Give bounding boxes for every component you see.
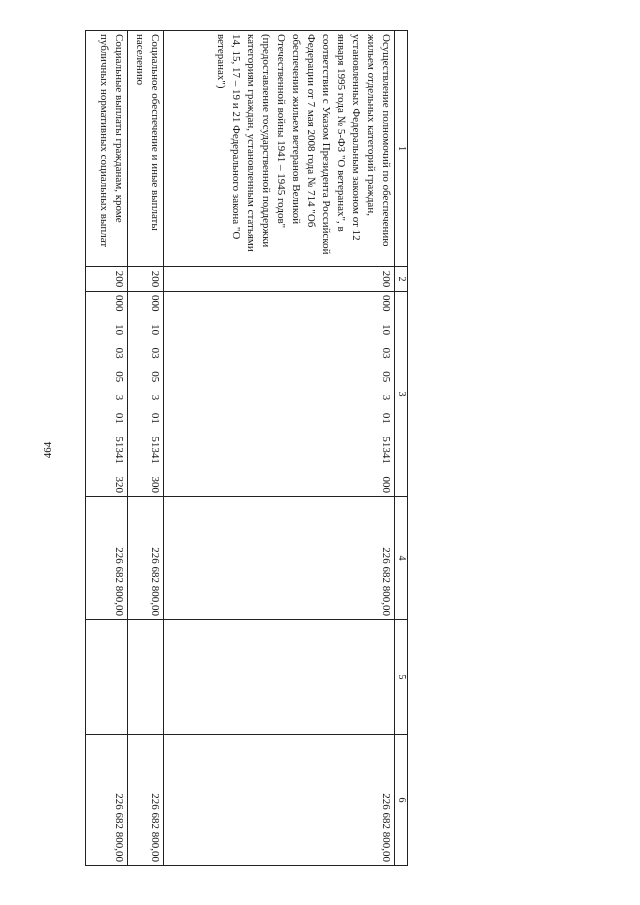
table-row	[164, 31, 395, 866]
classification-code	[86, 292, 128, 497]
row-name: Социальное обеспечение и иные выплаты населению	[128, 31, 164, 267]
classification-code	[128, 292, 164, 497]
code-part: 300	[149, 476, 161, 493]
admin-code: 200	[86, 267, 128, 292]
code-part: 05	[380, 371, 392, 383]
code-part: 10	[380, 324, 392, 336]
amount-col4: 226 682 800,00	[128, 497, 164, 620]
admin-code: 200	[128, 267, 164, 292]
code-part: 05	[149, 371, 161, 383]
amount-col4: 226 682 800,00	[86, 497, 128, 620]
row-name: Социальные выплаты гражданам, кроме публичных нормативных социальных выплат	[86, 31, 128, 267]
admin-code: 200	[164, 267, 395, 292]
code-part: 05	[113, 371, 125, 383]
code-part: 000	[113, 295, 125, 312]
rotated-table-container	[86, 30, 408, 865]
code-part: 51341	[380, 436, 392, 464]
row-name: Осуществление полномочий по обеспечению жильем отдельных категорий граждан, установленных Федеральным законом от 12 января 1995 года № 5-ФЗ "О ветеранах", в соответствии с Указом Президента Российской Федерации от 7 мая 2008 года № 714 "Об обеспечении жильем ветеранов Великой Отечественной войны 1941 – 1945 годов" (предоставление государственной поддержки категориям граждан, установленным статьями 14, 15, 17 – 19 и 21 Федерального закона "О ветеранах")	[164, 31, 395, 267]
code-part: 320	[113, 476, 125, 493]
code-part: 51341	[149, 436, 161, 464]
amount-col5	[128, 620, 164, 735]
code-part: 03	[113, 347, 125, 359]
header-cell-2: 2	[395, 267, 408, 292]
header-cell-4: 4	[395, 497, 408, 620]
code-part: 000	[380, 295, 392, 312]
code-part: 01	[380, 412, 392, 424]
header-cell-6: 6	[395, 735, 408, 866]
code-part: 01	[113, 412, 125, 424]
table-row	[128, 31, 164, 866]
amount-col5	[86, 620, 128, 735]
code-part: 03	[380, 347, 392, 359]
header-cell-3: 3	[395, 292, 408, 497]
amount-col5	[164, 620, 395, 735]
header-cell-5: 5	[395, 620, 408, 735]
amount-col6: 226 682 800,00	[86, 735, 128, 866]
code-part: 000	[380, 476, 392, 493]
budget-table	[85, 30, 408, 866]
classification-code	[164, 292, 395, 497]
code-part: 3	[149, 394, 161, 401]
header-cell-1: 1	[395, 31, 408, 267]
code-part: 10	[113, 324, 125, 336]
table-row	[86, 31, 128, 866]
amount-col6: 226 682 800,00	[164, 735, 395, 866]
code-part: 10	[149, 324, 161, 336]
page-number: 464	[42, 441, 54, 459]
code-part: 3	[113, 394, 125, 401]
code-part: 01	[149, 412, 161, 424]
header-row	[395, 31, 408, 866]
code-part: 000	[149, 295, 161, 312]
code-part: 3	[380, 394, 392, 401]
code-part: 51341	[113, 436, 125, 464]
code-part: 03	[149, 347, 161, 359]
amount-col4: 226 682 800,00	[164, 497, 395, 620]
amount-col6: 226 682 800,00	[128, 735, 164, 866]
